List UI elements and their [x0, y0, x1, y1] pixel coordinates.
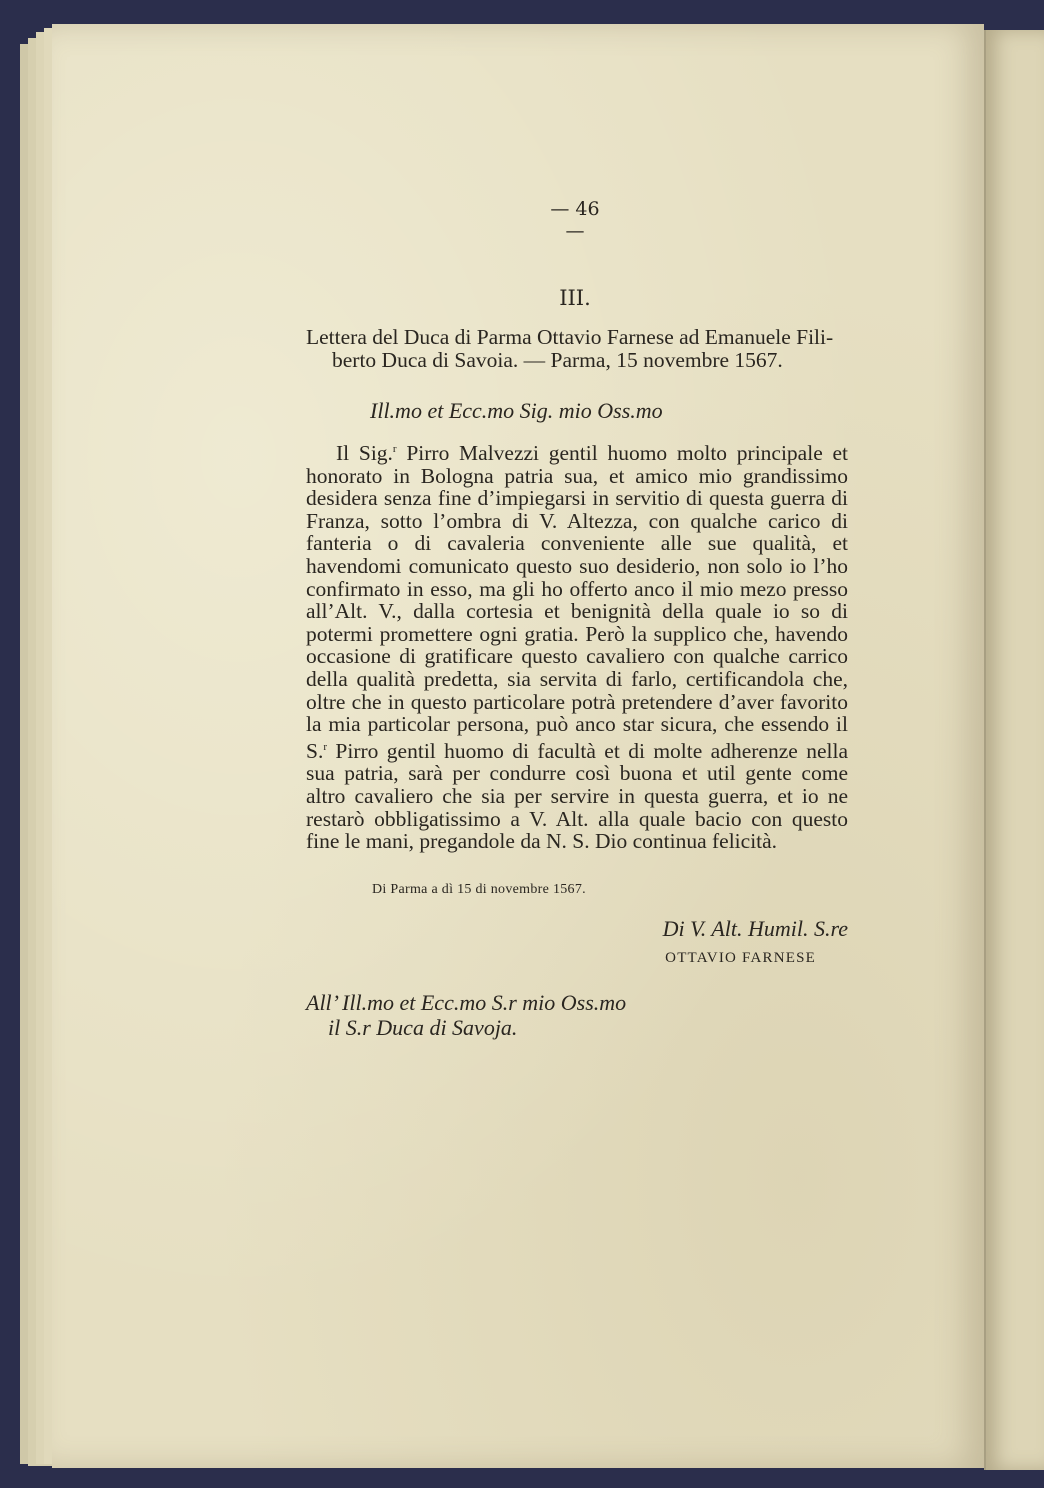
dateline: Di Parma a dì 15 di novembre 1567. [372, 882, 586, 897]
letter-title-line-1: Lettera del Duca di Parma Ottavio Farnese ad Emanuele Fili- [306, 325, 834, 349]
superscript-r: r [392, 443, 397, 455]
facing-page-edge [984, 30, 1044, 1470]
page-number: — 46 — [550, 198, 600, 242]
body-text-1: Il Sig. [336, 441, 393, 465]
body-text-3: Pirro gentil huomo di facultà et di molte adherenze nella sua patria, sarà per condurre così buona et util gente come altro cavaliero che sia per servire in questa guerra, et io ne restarò obbligatissimo a V. Alt. alla quale bacio con questo fine le mani, pregandole da N. S. Dio continua felicità. [306, 738, 848, 854]
letter-title [306, 326, 848, 372]
letter-title-line-2: berto Duca di Savoia. — Parma, 15 novembre 1567. [332, 348, 783, 372]
recipient-address [306, 990, 726, 1040]
section-number: III. [559, 286, 591, 310]
address-line-1: All’ Ill.mo et Ecc.mo S.r mio Oss.mo [306, 990, 627, 1015]
salutation: Ill.mo et Ecc.mo Sig. mio Oss.mo [370, 398, 663, 423]
superscript-r: r [323, 740, 328, 753]
body-text-2: Pirro Malvezzi gentil huomo molto principale et honorato in Bologna patria sua, et amico mio grandissimo desidera senza fine d’impiegarsi in servitio di questa guerra di Franza, sotto l’ombra di V. Altezza, con qualche carico di fanteria o di cavaleria conveniente alle sue qualità, et havendomi comunicato questo suo desiderio, non solo io l’ho confirmato in esso, ma gli ho offerto anco il mio mezo presso all’Alt. V., dalla cortesia et benignità della quale io so di potermi promettere ogni gratia. Però la supplico che, havendo occasione di gratificare questo cavaliero con qualche carrico della qualità predetta, sia servita di farlo, certificandola che, oltre che in questo particolare potrà pretendere d’aver favorito la mia particolar persona, può anco star sicura, che essendo il S. [306, 441, 848, 763]
signature: OTTAVIO FARNESE [665, 950, 816, 966]
closing-formula: Di V. Alt. Humil. S.re [662, 916, 848, 941]
letter-body [306, 438, 848, 853]
address-line-2: il S.r Duca di Savoja. [328, 1015, 518, 1040]
